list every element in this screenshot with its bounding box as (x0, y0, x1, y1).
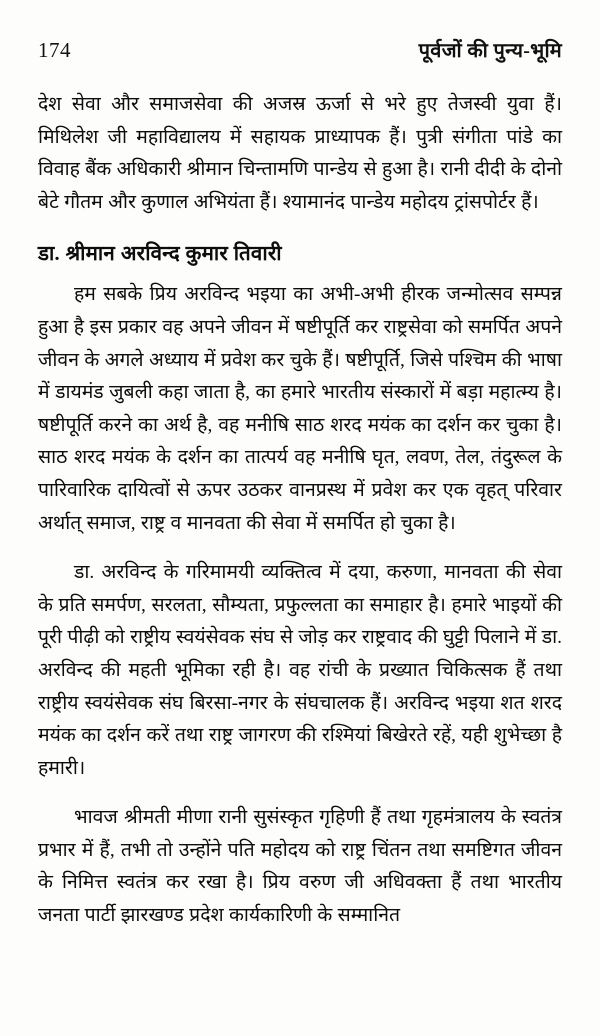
page-body (38, 89, 562, 933)
running-title: पूर्वजों की पुन्य-भूमि (418, 40, 562, 62)
paragraph-2: हम सबके प्रिय अरविन्द भइया का अभी-अभी हीरक जन्मोत्सव सम्पन्न हुआ है इस प्रकार वह अपने जीवन में षष्टीपूर्ति कर राष्ट्रसेवा को समर्पित अपने जीवन के अगले अध्याय में प्रवेश कर चुके हैं। षष्टीपूर्ति, जिसे पश्चिम की भाषा में डायमंड जुबली कहा जाता है, का हमारे भारतीय संस्कारों में बड़ा महात्म्य है। षष्टीपूर्ति करने का अर्थ है, वह मनीषि साठ शरद मयंक का दर्शन कर चुका है। साठ शरद मयंक के दर्शन का तात्पर्य वह मनीषि घृत, लवण, तेल, तंदुरूल के पारिवारिक दायित्वों से ऊपर उठकर वानप्रस्थ में प्रवेश कर एक वृहत् परिवार अर्थात् समाज, राष्ट्र व मानवता की सेवा में समर्पित हो चुका है। (38, 284, 562, 534)
section-heading-1: डा. श्रीमान अरविन्द कुमार तिवारी (38, 243, 282, 266)
paragraph-1: देश सेवा और समाजसेवा की अजस्र ऊर्जा से भरे हुए तेजस्वी युवा हैं। मिथिलेश जी महाविद्यालय में सहायक प्राध्यापक हैं। पुत्री संगीता पांडे का विवाह बैंक अधिकारी श्रीमान चिन्तामणि पान्डेय से हुआ है। रानी दीदी के दोनो बेटे गौतम और कुणाल अभियंता हैं। श्यामानंद पान्डेय महोदय ट्रांसपोर्टर हैं। (38, 94, 562, 213)
page-number: 174 (38, 38, 71, 62)
paragraph-3: डा. अरविन्द के गरिमामयी व्यक्तित्व में दया, करुणा, मानवता की सेवा के प्रति समर्पण, सरलता, सौम्यता, प्रफुल्लता का समाहार है। हमारे भाइयों की पूरी पीढ़ी को राष्ट्रीय स्वयंसेवक संघ से जोड़ कर राष्ट्रवाद की घुट्टी पिलाने में डा. अरविन्द की महती भूमिका रही है। वह रांची के प्रख्यात चिकित्सक हैं तथा राष्ट्रीय स्वयंसेवक संघ बिरसा-नगर के संघचालक हैं। अरविन्द भइया शत शरद मयंक का दर्शन करें तथा राष्ट्र जागरण की रश्मियां बिखेरते रहें, यही शुभेच्छा है हमारी। (38, 562, 562, 779)
page-header (38, 36, 562, 63)
paragraph-4: भावज श्रीमती मीणा रानी सुसंस्कृत गृहिणी हैं तथा गृहमंत्रालय के स्वतंत्र प्रभार में हैं, तभी तो उन्होंने पति महोदय को राष्ट्र चिंतन तथा समष्टिगत जीवन के निमित्त स्वतंत्र कर रखा है। प्रिय वरुण जी अधिवक्ता हैं तथा भारतीय जनता पार्टी झारखण्ड प्रदेश कार्यकारिणी के सम्मानित (38, 807, 562, 927)
